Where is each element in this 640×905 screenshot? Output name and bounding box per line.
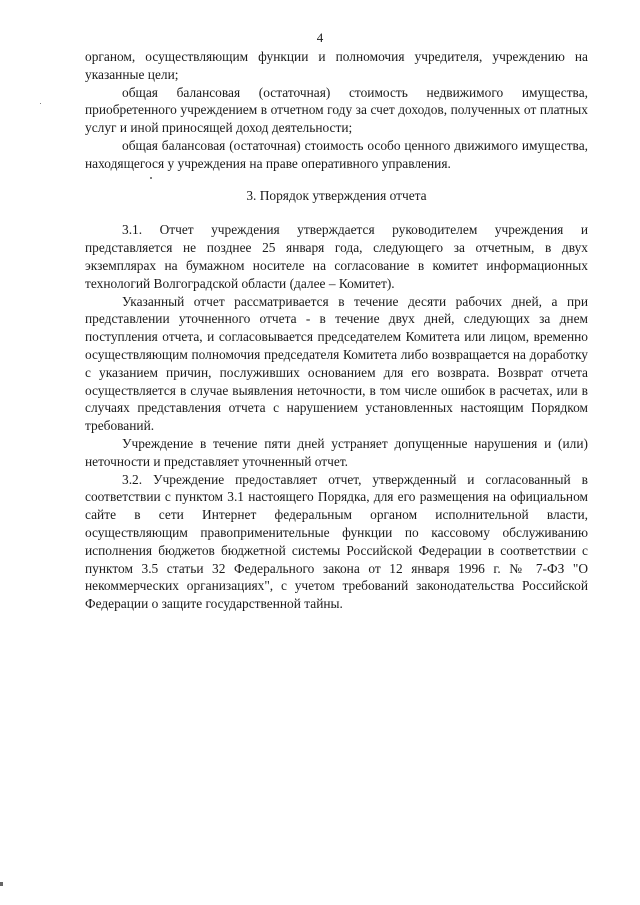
paragraph-real-estate-value: общая балансовая (остаточная) стоимость недвижимого имущества, приобретенного учреждением в отчетном году за счет доходов, полученных от платных услуг и иной приносящей доход деятельности; (85, 84, 588, 136)
scan-edge-mark (0, 882, 3, 886)
scan-speck (40, 103, 41, 104)
paragraph-movable-property-value: общая балансовая (остаточная) стоимость особо ценного движимого имущества, находящегося у учреждения на праве оперативного управления. (85, 137, 588, 171)
scan-speck (150, 177, 152, 179)
document-body (85, 48, 588, 613)
paragraph-3-2: 3.2. Учреждение предоставляет отчет, утвержденный и согласованный в соответствии с пунктом 3.1 настоящего Порядка, для его размещения на официальном сайте в сети Интернет федеральным органом исполнительной власти, осуществляющим правоприменительные функции по кассовому обслуживанию исполнения бюджетов бюджетной системы Российской Федерации в соответствии с пунктом 3.5 статьи 32 Федерального закона от 12 января 1996 г. № 7-ФЗ "О некоммерческих организациях", с учетом требований законодательства Российской Федерации о защите государственной тайны. (85, 471, 588, 612)
page-number: 4 (316, 30, 324, 45)
paragraph-corrections: Учреждение в течение пяти дней устраняет допущенные нарушения и (или) неточности и представляет уточненный отчет. (85, 435, 588, 469)
paragraph-review-period: Указанный отчет рассматривается в течение десяти рабочих дней, а при представлении уточненного отчета - в течение двух дней, следующих за днем поступления отчета, и согласовывается председателем Комитета или лицом, временно осуществляющим полномочия председателя Комитета либо возвращается на доработку с указанием причин, послуживших основанием для его возврата. Возврат отчета осуществляется в случае выявления неточности, в том числе ошибок в расчетах, или в случаях представления отчета с нарушением установленных настоящим Порядком требований. (85, 293, 588, 434)
paragraph-continuation: органом, осуществляющим функции и полномочия учредителя, учреждению на указанные цели; (85, 49, 588, 82)
paragraph-3-1: 3.1. Отчет учреждения утверждается руководителем учреждения и представляется не позднее 25 января года, следующего за отчетным, в двух экземплярах на бумажном носителе на согласование в комитет информационных технологий Волгоградской области (далее – Комитет). (85, 222, 588, 291)
section-heading: 3. Порядок утверждения отчета (246, 187, 427, 203)
